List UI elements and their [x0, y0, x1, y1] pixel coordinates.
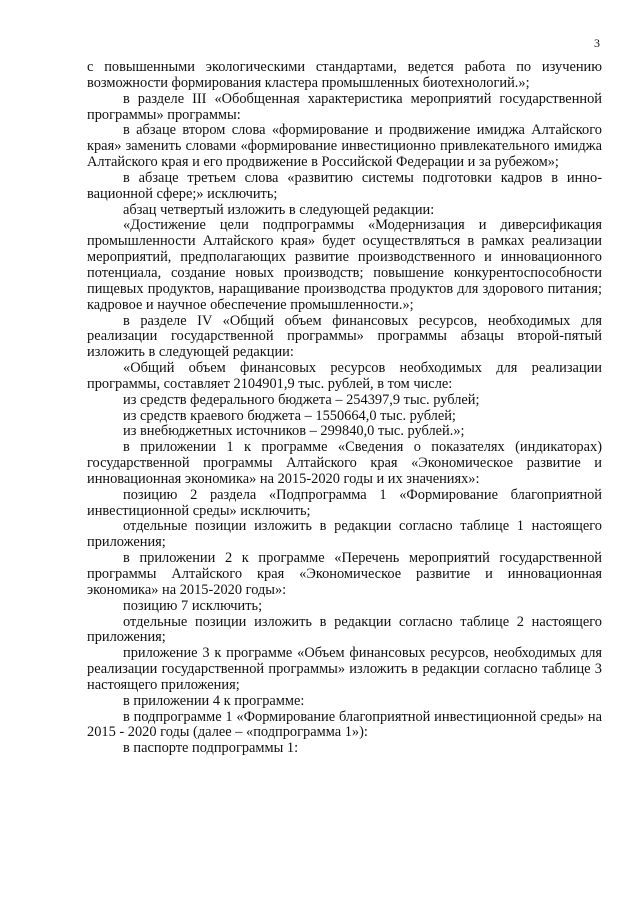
paragraph: в разделе IV «Общий объем финансовых ресурсов, необходимых для реализации государственной программы» программы абзацы второй-пятый изложить в следующей редакции: [87, 312, 602, 361]
paragraph: «Общий объем финансовых ресурсов необходимых для реализации программы, составляет 2104901,9 тыс. рублей, в том числе: [87, 360, 602, 392]
page-number: 3 [594, 36, 600, 50]
paragraph: приложение 3 к программе «Объем финансовых ресурсов, необходимых для реализации государственной программы» изложить в редакции согласно таблице 3 настоящего приложения; [87, 645, 602, 693]
paragraph: в паспорте подпрограммы 1: [123, 740, 299, 757]
paragraph: отдельные позиции изложить в редакции согласно таблице 2 настоящего приложения; [87, 613, 602, 646]
paragraph: «Достижение цели подпрограммы «Модернизация и диверсификация промышленности Алтайского края» будет осуществляться в рамках реализации мероприятий, предполагающих развитие производственного и инновационного потенциала, создание новых производств; повышение конкурентоспособности пищевых продуктов, наращивание производства продуктов для здорового питания; кадровое и научное обеспечение промышленности.»; [87, 217, 602, 313]
paragraph: с повышенными экологическими стандартами, ведется работа по изучению возможности формирования кластера промышленных биотехнологий.»; [87, 59, 602, 91]
paragraph: из средств краевого бюджета – 1550664,0 тыс. рублей; [123, 407, 456, 424]
paragraph: из средств федерального бюджета – 254397,9 тыс. рублей; [123, 391, 480, 408]
paragraph: в приложении 2 к программе «Перечень мероприятий государственной программы Алтайского края «Экономическое развитие и инновационная экономика» на 2015-2020 годы»: [87, 550, 602, 598]
paragraph: в приложении 4 к программе: [123, 692, 305, 709]
paragraph: в подпрограмме 1 «Формирование благоприятной инвестиционной среды» на 2015 - 2020 годы (далее – «подпрограмма 1»): [87, 708, 602, 741]
paragraph: в абзаце втором слова «формирование и продвижение имиджа Алтайского края» заменить словами «формирование инвестиционно привлекательного имиджа Алтайского края и его продвижение в Российской Федерации и за рубежом»; [87, 122, 602, 171]
paragraph: отдельные позиции изложить в редакции согласно таблице 1 настоящего приложения; [87, 518, 602, 551]
paragraph: в приложении 1 к программе «Сведения о показателях (индикаторах) государственной программы Алтайского края «Экономическое развитие и инновационная экономика» на 2015-2020 годы и их значениях»: [87, 439, 602, 487]
paragraph: из внебюджетных источников – 299840,0 тыс. рублей.»; [123, 423, 465, 440]
paragraph: позицию 7 исключить; [123, 597, 263, 614]
paragraph: в абзаце третьем слова «развитию системы подготовки кадров в инновационной сфере;» исключить; [87, 169, 602, 202]
paragraph: абзац четвертый изложить в следующей редакции: [123, 201, 435, 218]
paragraph: в разделе III «Обобщенная характеристика мероприятий государственной программы» программы: [87, 90, 602, 123]
paragraph: позицию 2 раздела «Подпрограмма 1 «Формирование благоприятной инвестиционной среды» исключить; [87, 486, 602, 519]
document-body [87, 60, 602, 757]
